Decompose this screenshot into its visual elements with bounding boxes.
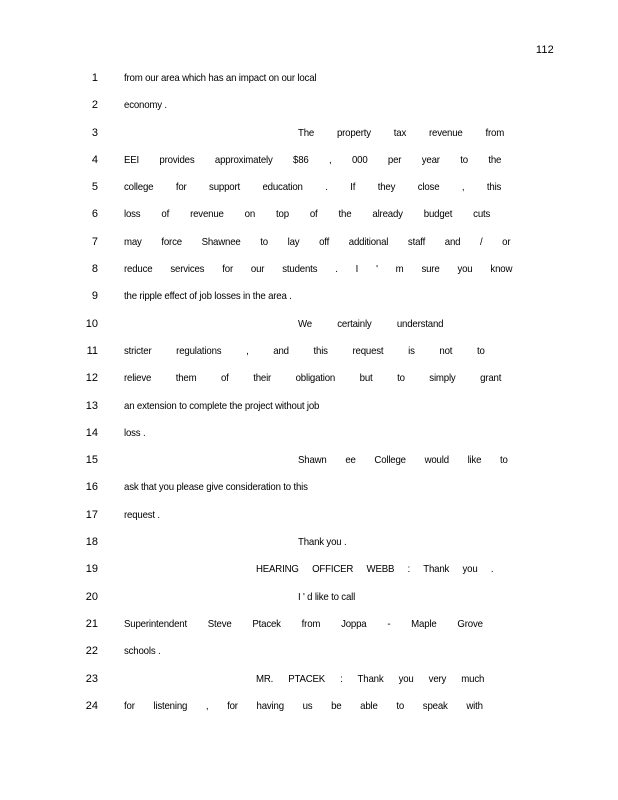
line-text: ask that you please give consideration to this bbox=[124, 481, 308, 494]
line-number: 3 bbox=[91, 126, 98, 139]
line-number: 18 bbox=[85, 536, 98, 549]
transcript-line bbox=[0, 206, 618, 233]
transcript-line bbox=[0, 70, 618, 97]
transcript-line bbox=[0, 671, 618, 698]
line-number: 21 bbox=[85, 617, 98, 630]
line-number: 2 bbox=[91, 99, 98, 112]
line-number: 13 bbox=[85, 399, 98, 412]
transcript-line bbox=[0, 125, 618, 152]
line-number: 16 bbox=[85, 481, 98, 494]
line-number: 1 bbox=[91, 72, 98, 84]
line-text: The property tax revenue from bbox=[298, 126, 505, 139]
transcript-line bbox=[0, 698, 618, 725]
line-text: the ripple effect of job losses in the area . bbox=[124, 290, 292, 303]
line-number: 6 bbox=[91, 208, 98, 221]
line-text: Thank you . bbox=[298, 536, 347, 549]
transcript-line bbox=[0, 398, 618, 425]
line-number: 4 bbox=[91, 153, 98, 166]
line-text: Shawn ee College would like to bbox=[298, 454, 508, 467]
line-number: 11 bbox=[86, 344, 98, 357]
line-number: 24 bbox=[85, 699, 98, 712]
transcript-line bbox=[0, 616, 618, 643]
line-text: We certainly understand bbox=[298, 317, 444, 330]
transcript-line bbox=[0, 234, 618, 261]
line-text: an extension to complete the project without job bbox=[124, 399, 320, 412]
line-text: schools . bbox=[124, 645, 161, 658]
transcript-line bbox=[0, 479, 618, 506]
line-text: stricter regulations , and this request is not to bbox=[124, 344, 485, 357]
transcript-line bbox=[0, 425, 618, 452]
line-number: 8 bbox=[91, 263, 98, 276]
line-text: I ' d like to call bbox=[298, 590, 356, 603]
transcript-line bbox=[0, 152, 618, 179]
line-text: HEARING OFFICER WEBB : Thank you . bbox=[256, 563, 494, 576]
line-number: 14 bbox=[85, 426, 98, 439]
line-text: college for support education . If they close , this bbox=[124, 181, 502, 194]
line-number: 5 bbox=[91, 181, 98, 194]
line-text: from our area which has an impact on our local bbox=[124, 72, 317, 84]
line-number: 20 bbox=[85, 590, 98, 603]
line-text: for listening , for having us be able to speak with bbox=[124, 699, 483, 712]
line-number: 7 bbox=[91, 235, 98, 248]
line-text: loss of revenue on top of the already budget cuts bbox=[124, 208, 491, 221]
transcript-lines bbox=[0, 70, 618, 725]
line-text: Superintendent Steve Ptacek from Joppa - Maple Grove bbox=[124, 617, 483, 630]
line-number: 19 bbox=[85, 563, 98, 576]
transcript-line bbox=[0, 261, 618, 288]
line-text: reduce services for our students . I ' m sure you know bbox=[124, 263, 513, 276]
transcript-line bbox=[0, 97, 618, 124]
transcript-line bbox=[0, 534, 618, 561]
line-text: relieve them of their obligation but to simply grant bbox=[124, 372, 502, 385]
line-number: 23 bbox=[85, 672, 98, 685]
transcript-line bbox=[0, 452, 618, 479]
transcript-line bbox=[0, 507, 618, 534]
transcript-line bbox=[0, 561, 618, 588]
line-text: EEI provides approximately $86 , 000 per year to the bbox=[124, 153, 502, 166]
transcript-line bbox=[0, 179, 618, 206]
line-text: economy . bbox=[124, 99, 167, 112]
transcript-line bbox=[0, 643, 618, 670]
line-number: 12 bbox=[85, 372, 98, 385]
line-number: 17 bbox=[85, 508, 98, 521]
line-number: 15 bbox=[85, 454, 98, 467]
transcript-line bbox=[0, 589, 618, 616]
transcript-line bbox=[0, 370, 618, 397]
line-number: 9 bbox=[91, 290, 98, 303]
transcript-line bbox=[0, 343, 618, 370]
line-text: request . bbox=[124, 508, 160, 521]
line-number: 22 bbox=[85, 645, 98, 658]
transcript-line bbox=[0, 288, 618, 315]
transcript-line bbox=[0, 316, 618, 343]
line-text: loss . bbox=[124, 426, 146, 439]
page-number: 112 bbox=[535, 44, 554, 56]
line-text: may force Shawnee to lay off additional staff and / or bbox=[124, 235, 511, 248]
line-number: 10 bbox=[85, 317, 98, 330]
line-text: MR. PTACEK : Thank you very much bbox=[256, 672, 485, 685]
